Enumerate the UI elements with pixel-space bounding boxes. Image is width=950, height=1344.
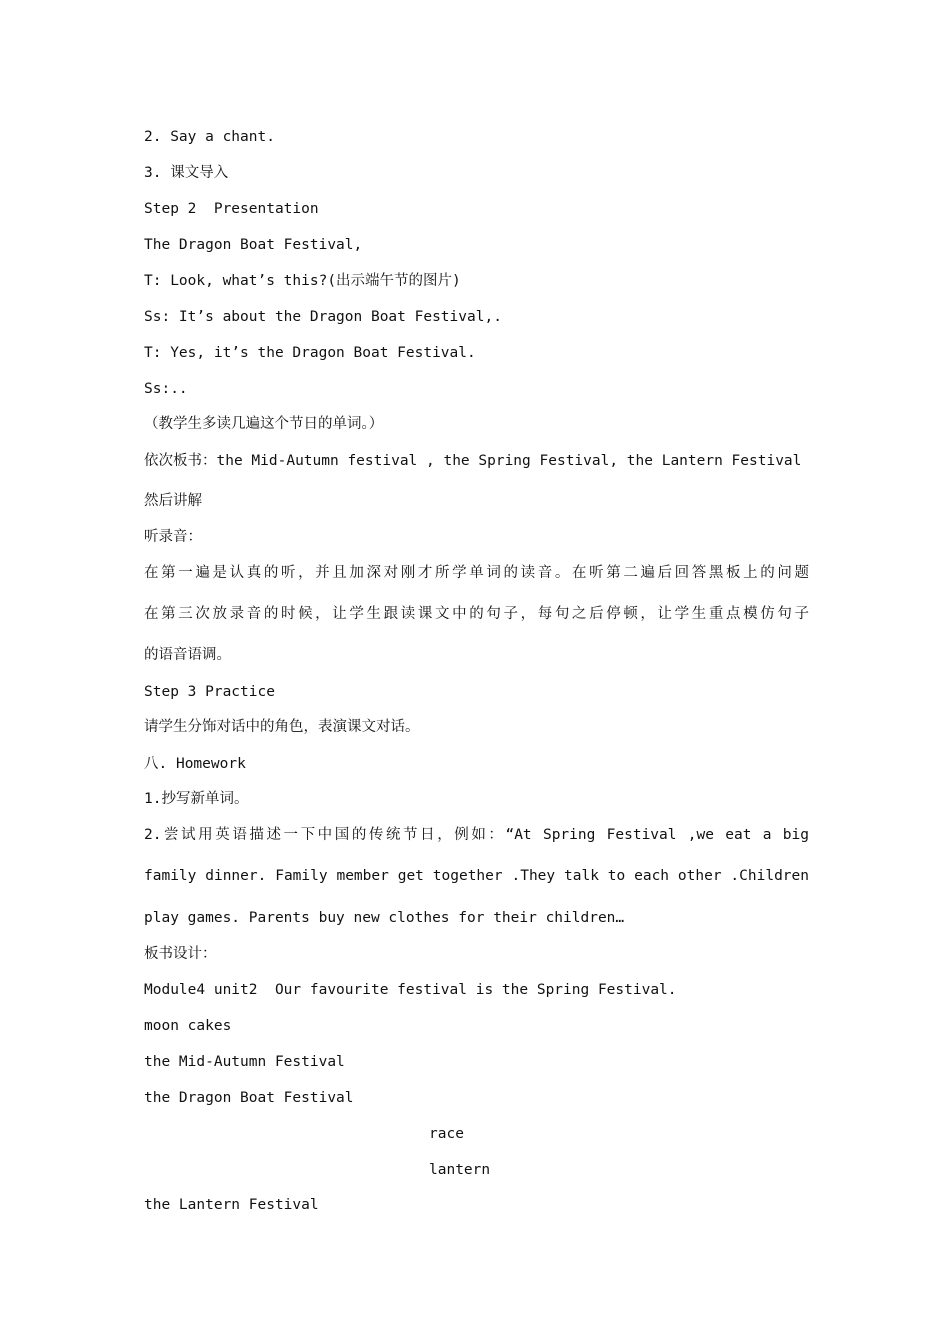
text-line: 然后讲解 xyxy=(144,493,202,509)
step-heading: Step 2 Presentation xyxy=(144,201,319,217)
step-heading: Step 3 Practice xyxy=(144,684,275,700)
homework-item: 1.抄写新单词。 xyxy=(144,791,249,807)
board-item: the Lantern Festival xyxy=(144,1197,319,1213)
board-item: lantern xyxy=(429,1162,491,1178)
text-line: 2. Say a chant. xyxy=(144,129,275,145)
text-line: The Dragon Boat Festival, xyxy=(144,237,363,253)
dialogue-line: T: Look, what’s this?(出示端午节的图片) xyxy=(144,273,461,289)
dialogue-line: T: Yes, it’s the Dragon Boat Festival. xyxy=(144,345,476,361)
text-line: 依次板书：the Mid-Autumn festival , the Spring Festival, the Lantern Festival xyxy=(144,453,802,469)
homework-item: 2.尝试用英语描述一下中国的传统节日，例如：“At Spring Festival ,we eat a big xyxy=(144,827,809,843)
board-item: the Mid-Autumn Festival xyxy=(144,1054,345,1070)
section-heading: 八. Homework xyxy=(144,756,246,772)
paragraph-line: 的语音语调。 xyxy=(144,647,231,663)
board-item: race xyxy=(429,1126,464,1142)
text-line: 请学生分饰对话中的角色，表演课文对话。 xyxy=(144,719,420,735)
section-heading: 板书设计： xyxy=(144,946,217,962)
paragraph-line: 在第三次放录音的时候，让学生跟读课文中的句子，每句之后停顿，让学生重点模仿句子 xyxy=(144,606,809,622)
text-line: 3. 课文导入 xyxy=(144,165,229,181)
text-line: 听录音： xyxy=(144,529,202,545)
homework-item: play games. Parents buy new clothes for their children… xyxy=(144,910,625,926)
dialogue-line: Ss: It’s about the Dragon Boat Festival,. xyxy=(144,309,502,325)
text-line: （教学生多读几遍这个节日的单词。） xyxy=(144,416,384,432)
board-item: the Dragon Boat Festival xyxy=(144,1090,354,1106)
dialogue-line: Ss:.. xyxy=(144,381,188,397)
board-item: moon cakes xyxy=(144,1018,232,1034)
homework-item: family dinner. Family member get together .They talk to each other .Children xyxy=(144,868,809,884)
paragraph-line: 在第一遍是认真的听，并且加深对刚才所学单词的读音。在听第二遍后回答黑板上的问题 xyxy=(144,565,809,581)
board-title: Module4 unit2 Our favourite festival is the Spring Festival. xyxy=(144,982,677,998)
